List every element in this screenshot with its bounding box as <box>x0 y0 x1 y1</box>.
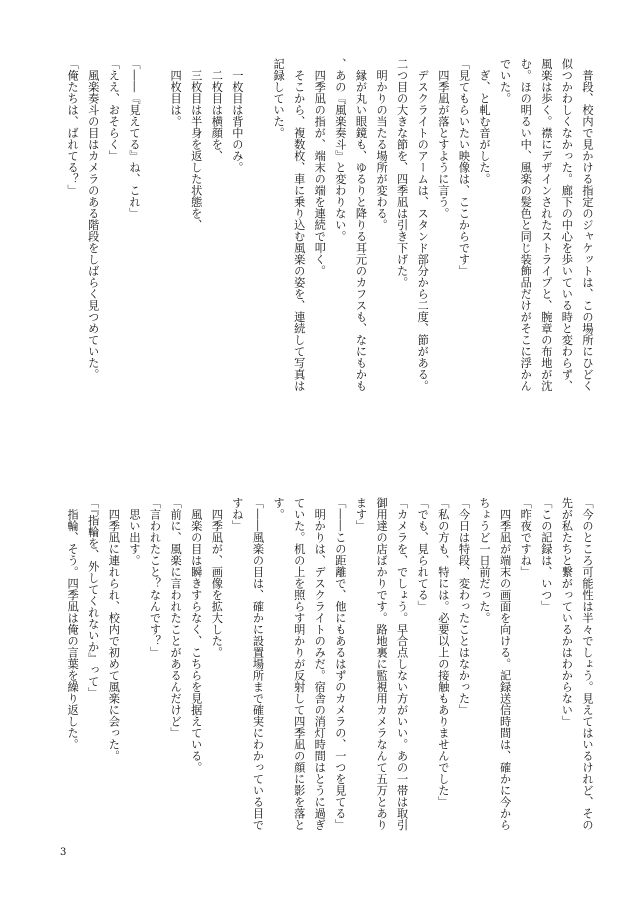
text-line: デスクライトのアームは、スタンド部分から二度、節がある。 <box>416 58 430 392</box>
text-line: 「『指輪を、外してくれないか』って」 <box>86 497 100 699</box>
text-line: 三枚目は半身を返した状態を、 <box>189 58 203 231</box>
text-line: 「私の方も、特には。必要以上の接触もありませんでした」 <box>436 497 450 808</box>
text-line: ていた。机の上を照らす明かりが反射して四季凪の顔に影を落と <box>292 497 306 831</box>
text-line: ます」 <box>354 497 368 532</box>
text-line: 記録していた。 <box>272 58 286 139</box>
text-line: 「――『見えてる』ね、これ」 <box>127 58 141 219</box>
text-line: ちょうど一日前だった。 <box>478 497 492 624</box>
text-line: 四季凪が落とすように言う。 <box>436 58 450 219</box>
text-line: 風楽の目は瞬きすらなく、こちらを見据えている。 <box>189 497 203 773</box>
text-line: 縁が丸い眼鏡も、ゆるりと降りる耳元のカフスも、なにもかも <box>354 58 368 392</box>
blank-line <box>247 58 268 460</box>
text-line: 「今のところ可能性は半々でしょう。見えてはいるけれど、その <box>581 497 594 831</box>
text-line: ぎ、と軋む音がした。 <box>478 58 492 185</box>
text-line: 四季凪に連れられ、校内で初めて風楽に会った。 <box>107 497 121 762</box>
text-line: 「今日は特段、変わったことはなかった」 <box>457 497 471 716</box>
text-line: 「――この距離で、他にもあるはずのカメラの、一つを見てる」 <box>333 497 347 831</box>
text-line: む。ほの明るい中、風楽の髪色と同じ装飾品だけがそこに浮かん <box>519 58 533 392</box>
text-line: 四季凪の指が、端末の端を連続で叩く。 <box>313 58 327 277</box>
text-line: 風楽は歩く。襟にデザインされたストライプと、腕章の布地が沈 <box>539 58 553 392</box>
text-line: 四季凪が、画像を拡大した。 <box>210 497 224 658</box>
text-line: 普段、校内で見かける指定のジャケットは、この場所にひどく <box>581 58 594 392</box>
text-line: 御用達の店ばかりです。路地裏に監視用カメラなんて五万とあり <box>375 497 389 831</box>
text-line: すね」 <box>230 497 244 532</box>
text-line: 「ええ、おそらく」 <box>107 58 121 162</box>
text-line: でいた。 <box>498 58 512 104</box>
text-line: 風楽奏斗の目はカメラのある階段をしばらく見つめていた。 <box>86 58 100 380</box>
text-line: 先が私たちと繋がっているかはわからない」 <box>560 497 574 727</box>
text-line: 思い出す。 <box>127 497 141 566</box>
text-line: 「カメラを、でしょう。早合点しない方がいい。あの一帯は取引 <box>395 497 409 831</box>
text-line: 明かりは、デスクライトのみだ。宿舎の消灯時間はとうに過ぎ <box>313 497 327 831</box>
text-line: そこから、複数枚、車に乗り込む風楽の姿を、連続して写真は <box>292 58 306 392</box>
text-line: 「俺たちは、ばれてる？」 <box>66 58 80 196</box>
text-line: 「前に、風楽に言われたことがあるんだけど」 <box>169 497 183 739</box>
text-line: 「この記録は、いつ」 <box>539 497 553 612</box>
text-line: 二つ目の大きな節を、四季凪は引き下げた。 <box>395 58 409 288</box>
text-line: 四枚目は。 <box>169 58 183 127</box>
text-line: 「――風楽の目は、確かに設置場所まで確実にわかっている目で <box>251 497 265 831</box>
text-line: 「でも、見られてる」 <box>416 497 430 612</box>
page-number: 3 <box>60 847 67 858</box>
text-line: す。 <box>272 497 286 520</box>
text-block-upper <box>37 58 597 460</box>
text-line: 「昨夜ですね」 <box>519 497 533 578</box>
text-line: 指輪、そう。四季凪は俺の言葉を繰り返した。 <box>66 497 80 750</box>
text-line: 二枚目は横顔を、 <box>210 58 224 162</box>
text-line: 似つかわしくなかった。廊下の中心を歩いている時と変わらず、 <box>560 58 574 392</box>
text-block-lower <box>37 497 597 837</box>
text-line: 一枚目は背中のみ。 <box>230 58 244 173</box>
text-line: 「見てもらいたい映像は、ここからです」 <box>457 58 471 277</box>
blank-line <box>144 58 165 460</box>
text-line: 、あの『風楽奏斗』と変わりない。 <box>333 58 347 242</box>
text-line: 明かりの当たる場所が変わる。 <box>375 58 389 231</box>
text-line: 四季凪が端末の画面を向ける。記録送信時間は、確かに今から <box>498 497 512 831</box>
text-line: 「言われたこと？なんです？」 <box>148 497 162 658</box>
